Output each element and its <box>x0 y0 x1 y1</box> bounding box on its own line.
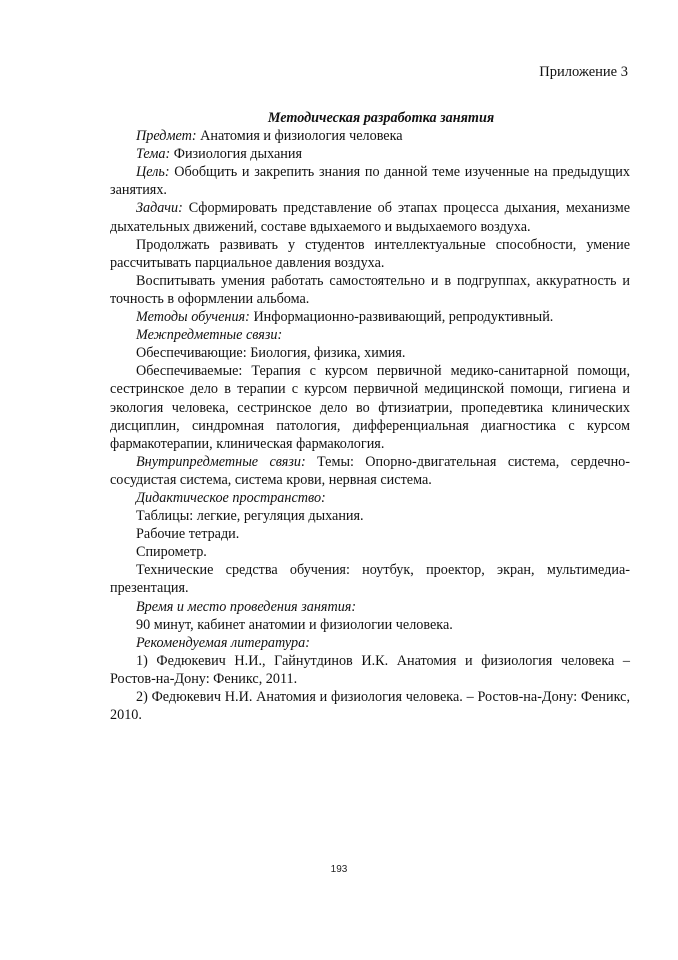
paragraph-label: Внутрипредметные связи: <box>136 453 306 470</box>
paragraph-text: Воспитывать умения работать самостоятельно и в подгруппах, аккуратность и точность в оформлении альбома. <box>110 272 630 307</box>
paragraph <box>110 326 630 344</box>
paragraph <box>110 145 630 163</box>
paragraph-label: Методы обучения: <box>136 309 250 326</box>
paragraph-text: Обобщить и закрепить знания по данной теме изученные на предыдущих занятиях. <box>110 164 630 199</box>
document-body <box>110 109 630 724</box>
paragraph-label: Тема: <box>136 146 171 163</box>
paragraph-text: 90 минут, кабинет анатомии и физиологии человека. <box>136 616 453 633</box>
paragraph-label: Рекомендуемая литература: <box>136 634 310 651</box>
paragraph <box>110 453 630 489</box>
paragraph-text: Информационно-развивающий, репродуктивный. <box>249 309 554 326</box>
paragraph <box>110 507 630 525</box>
paragraph-text: Таблицы: легкие, регуляция дыхания. <box>136 508 364 525</box>
paragraph <box>110 561 630 597</box>
paragraph <box>110 199 630 235</box>
paragraph-list <box>110 127 630 724</box>
paragraph <box>110 344 630 362</box>
paragraph <box>110 525 630 543</box>
paragraph-text: Обеспечиваемые: Терапия с курсом первичной медико-санитарной помощи, сестринское дело в терапии с курсом первичной медицинской помощи, гигиена и экология человека, сестринское дело во фтизиатрии, пропедевтика клинических дисциплин, синдромная патология, дифференциальная диагностика с курсом фармакотерапии, клиническая фармакология. <box>110 363 630 452</box>
paragraph-text: Спирометр. <box>136 544 207 561</box>
paragraph-text: Сформировать представление об этапах процесса дыхания, механизме дыхательных движений, составе вдыхаемого и выдыхаемого воздуха. <box>110 200 630 235</box>
paragraph <box>110 598 630 616</box>
paragraph-label: Межпредметные связи: <box>136 327 283 344</box>
paragraph-label: Дидактическое пространство: <box>136 489 326 506</box>
paragraph <box>110 163 630 199</box>
paragraph-text: Продолжать развивать у студентов интеллектуальные способности, умение рассчитывать парциальное давления воздуха. <box>110 236 630 271</box>
paragraph <box>110 272 630 308</box>
paragraph-text: 2) Федюкевич Н.И. Анатомия и физиология человека. – Ростов-на-Дону: Феникс, 2010. <box>110 689 630 724</box>
page-number: 193 <box>330 864 348 875</box>
paragraph-text: Физиология дыхания <box>170 146 302 163</box>
paragraph <box>110 362 630 452</box>
paragraph-text: Рабочие тетради. <box>136 526 240 543</box>
paragraph-text: Обеспечивающие: Биология, физика, химия. <box>136 345 406 362</box>
paragraph <box>110 616 630 634</box>
paragraph-label: Время и место проведения занятия: <box>136 598 357 615</box>
paragraph <box>110 127 630 145</box>
paragraph <box>110 543 630 561</box>
paragraph-text: Технические средства обучения: ноутбук, проектор, экран, мультимедиа-презентация. <box>110 562 630 597</box>
paragraph <box>110 688 630 724</box>
paragraph <box>110 652 630 688</box>
paragraph-label: Предмет: <box>136 128 197 145</box>
paragraph <box>110 308 630 326</box>
document-title: Методическая разработка занятия <box>267 110 495 126</box>
paragraph-label: Задачи: <box>136 200 183 217</box>
paragraph-text: Темы: Опорно-двигательная система, сердечно-сосудистая система, система крови, нервная система. <box>110 453 630 488</box>
paragraph <box>110 236 630 272</box>
paragraph <box>110 634 630 652</box>
paragraph-text: Анатомия и физиология человека <box>196 128 403 145</box>
paragraph-text: 1) Федюкевич Н.И., Гайнутдинов И.К. Анатомия и физиология человека – Ростов-на-Дону: Феникс, 2011. <box>110 652 630 687</box>
appendix-label: Приложение 3 <box>539 64 628 80</box>
paragraph-label: Цель: <box>136 164 170 181</box>
paragraph <box>110 489 630 507</box>
